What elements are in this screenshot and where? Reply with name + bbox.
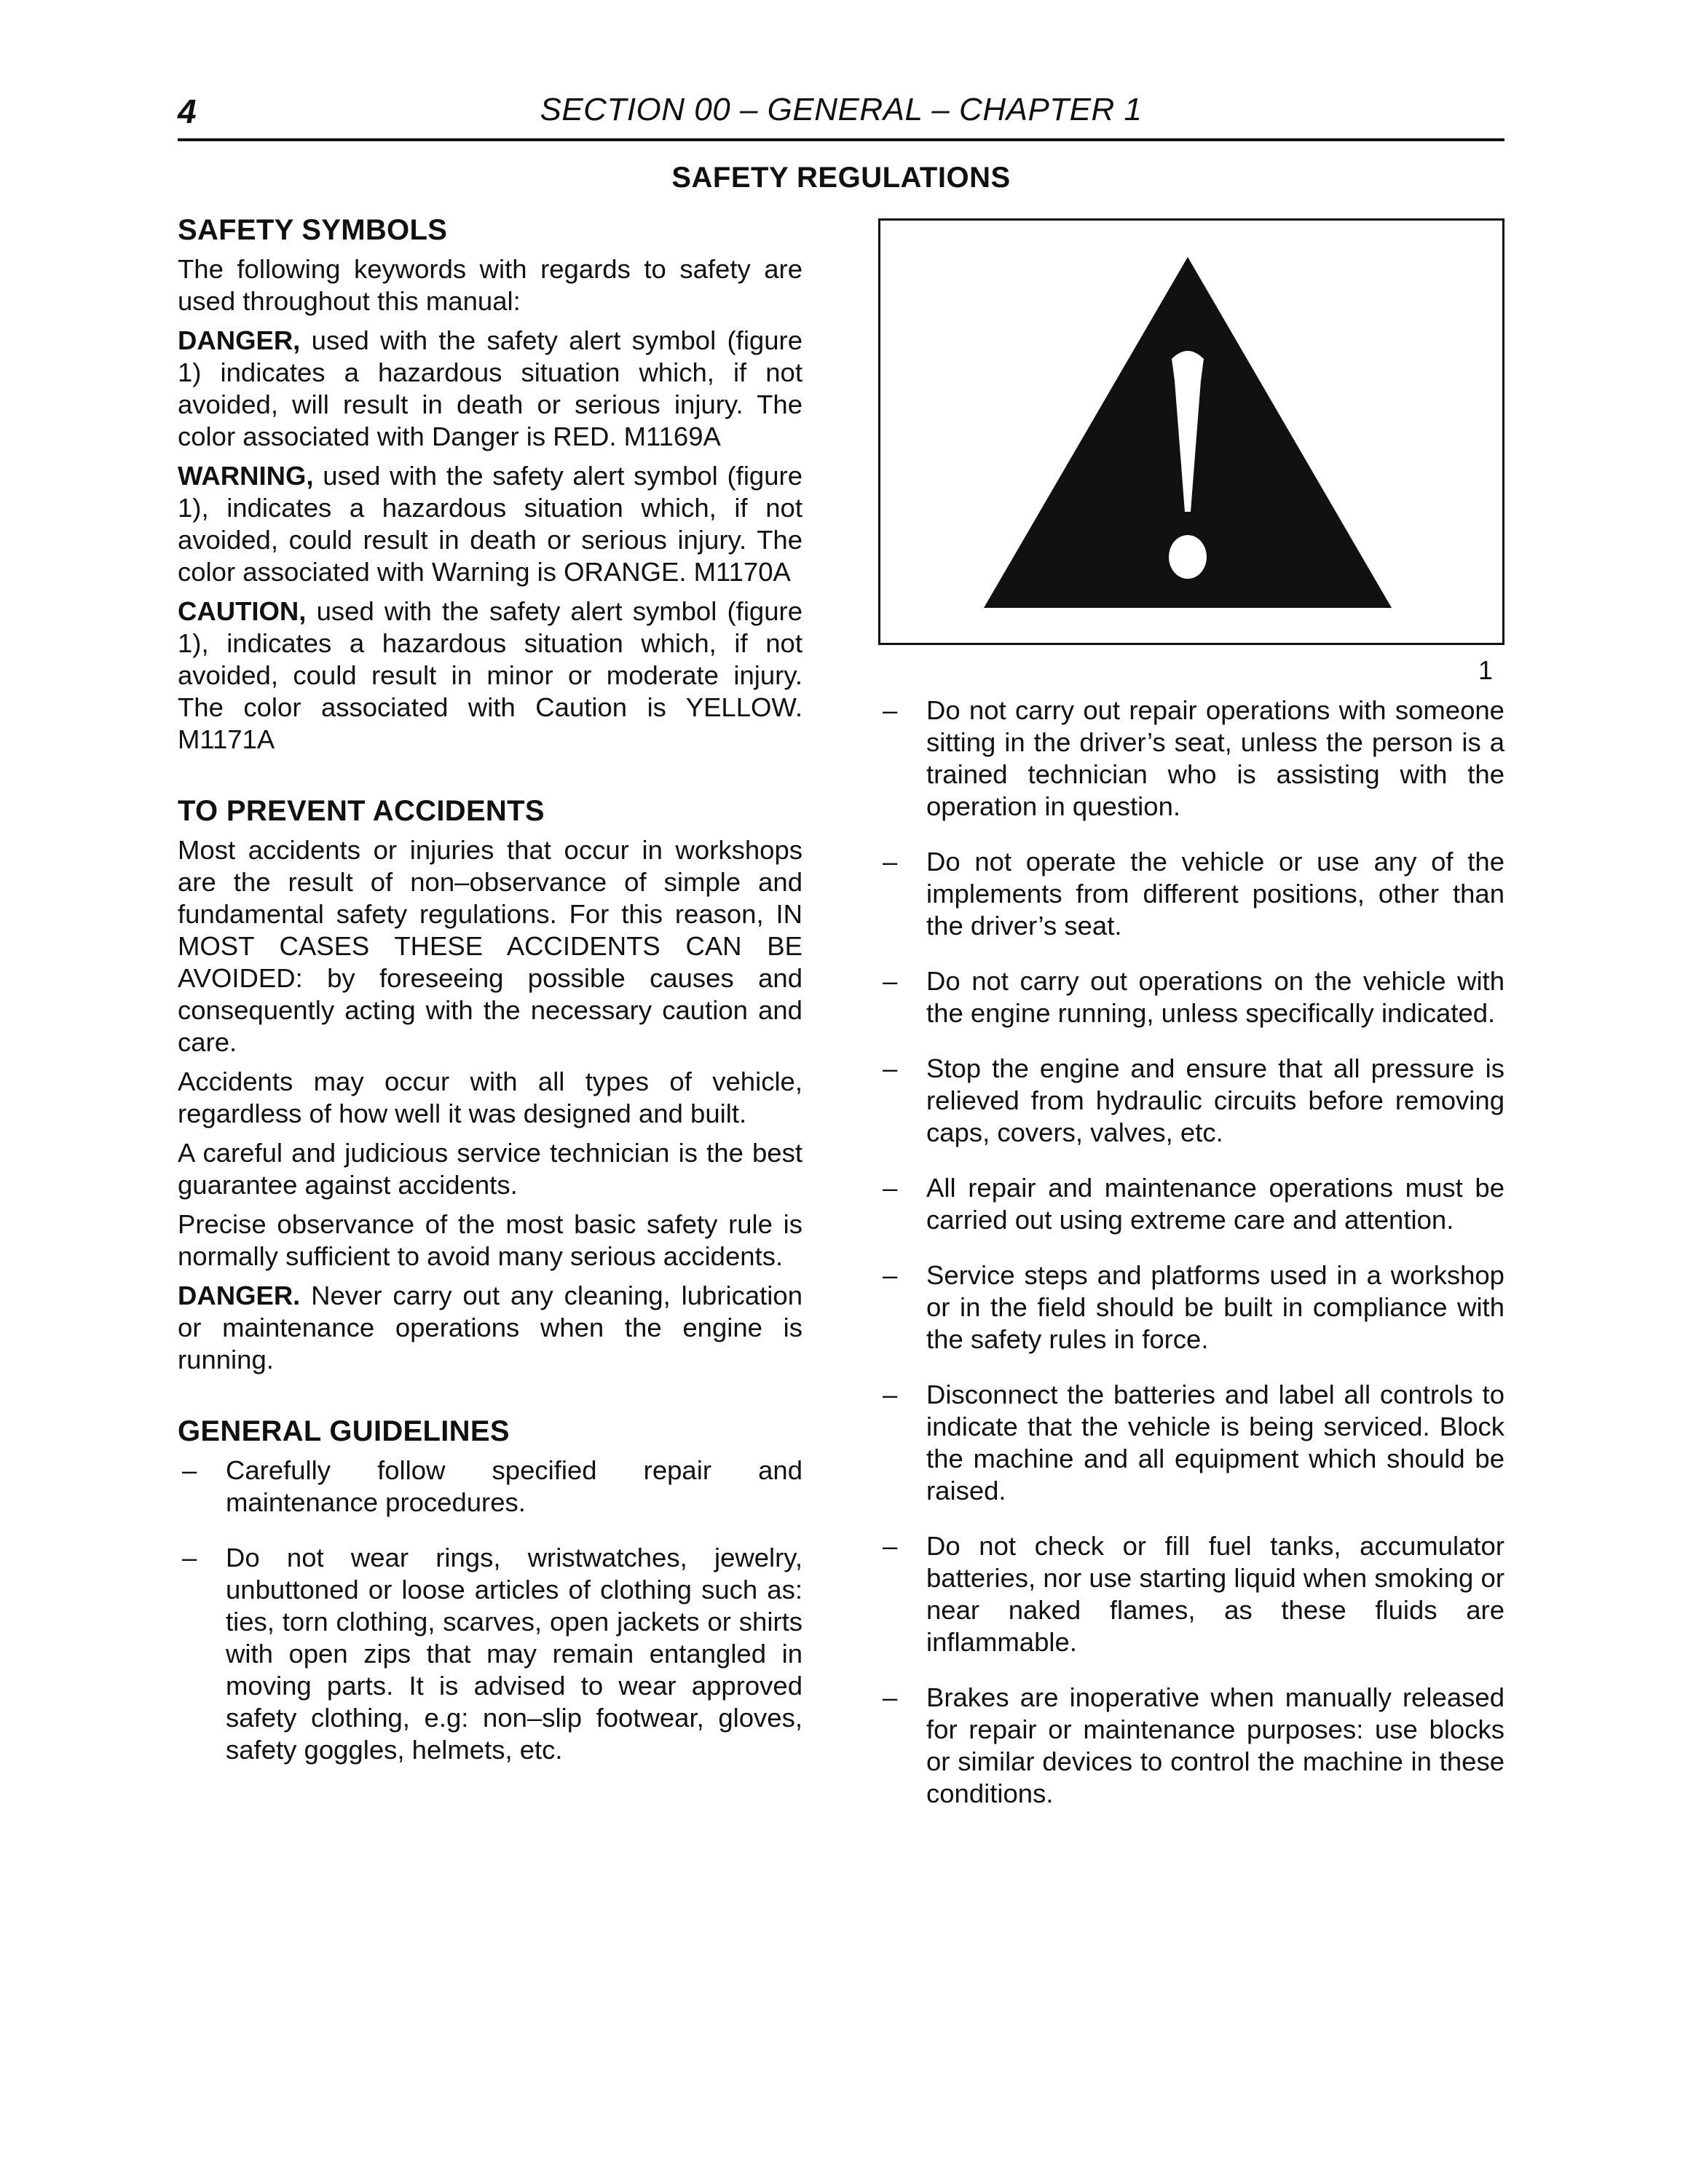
danger-text: Never carry out any cleaning, lubrication or maintenance operations when the engine is running. <box>178 1281 802 1374</box>
warning-text: used with the safety alert symbol (figure 1), indicates a hazardous situation which, if not avoided, could result in death or serious injury. The color associated with Warning is ORANGE. M1170A <box>178 461 802 587</box>
list-item: – All repair and maintenance operations must be carried out using extreme care and attention. <box>878 1172 1504 1236</box>
safety-alert-triangle-icon <box>880 221 1502 643</box>
danger-text: used with the safety alert symbol (figure 1) indicates a hazardous situation which, if not avoided, will result in death or serious injury. The color associated with Danger is RED. M1169A <box>178 325 802 451</box>
caution-text: used with the safety alert symbol (figure 1), indicates a hazardous situation which, if not avoided, could result in minor or moderate injury. The color associated with Caution is YELLOW. M1171A <box>178 596 802 754</box>
list-item: – Do not carry out operations on the vehicle with the engine running, unless specifically indicated. <box>878 965 1504 1029</box>
guidelines-list-left <box>178 1455 802 1766</box>
warning-definition <box>178 460 802 588</box>
list-item: – Do not operate the vehicle or use any of the implements from different positions, other than the driver’s seat. <box>878 846 1504 942</box>
prevent-accidents-paragraph: Most accidents or injuries that occur in workshops are the result of non–observance of simple and fundamental safety regulations. For this reason, IN MOST CASES THESE ACCIDENTS CAN BE AVOIDED: by foreseeing possible causes and consequently acting with the necessary caution and care. <box>178 835 802 1057</box>
prevent-accidents-paragraph: A careful and judicious service technician is the best guarantee against accidents. <box>178 1138 802 1200</box>
page-number: 4 <box>178 92 197 130</box>
prevent-accidents-paragraph: Precise observance of the most basic safety rule is normally sufficient to avoid many serious accidents. <box>178 1209 802 1271</box>
prevent-accidents-heading: TO PREVENT ACCIDENTS <box>178 795 545 827</box>
list-item: – Do not wear rings, wristwatches, jewelry, unbuttoned or loose articles of clothing such as: ties, torn clothing, scarves, open jackets or shirts with open zips that may remain entangled in moving parts. It is advised to wear approved safety clothing, e.g: non–slip footwear, gloves, safety goggles, helmets, etc. <box>178 1542 802 1766</box>
danger-keyword: DANGER. <box>178 1281 301 1310</box>
danger-definition <box>178 325 802 453</box>
safety-symbols-heading: SAFETY SYMBOLS <box>178 214 448 246</box>
guidelines-list-right <box>878 695 1504 1810</box>
list-item: – Disconnect the batteries and label all controls to indicate that the vehicle is being serviced. Block the machine and all equipment which should be raised. <box>878 1379 1504 1507</box>
right-column <box>878 695 1504 1833</box>
caution-definition <box>178 596 802 756</box>
figure-number: 1 <box>1478 655 1494 685</box>
general-guidelines-heading: GENERAL GUIDELINES <box>178 1415 510 1447</box>
section-title: SAFETY REGULATIONS <box>671 162 1011 194</box>
list-item: – Do not check or fill fuel tanks, accumulator batteries, nor use starting liquid when smoking or near naked flames, as these fluids are inflammable. <box>878 1530 1504 1658</box>
list-item: – Stop the engine and ensure that all pressure is relieved from hydraulic circuits before removing caps, covers, valves, etc. <box>878 1053 1504 1149</box>
list-item: – Service steps and platforms used in a workshop or in the field should be built in compliance with the safety rules in force. <box>878 1259 1504 1356</box>
safety-symbols-intro: The following keywords with regards to safety are used throughout this manual: <box>178 254 802 316</box>
prevent-accidents-paragraph: Accidents may occur with all types of vehicle, regardless of how well it was designed and built. <box>178 1067 802 1128</box>
danger-keyword: DANGER, <box>178 325 301 355</box>
figure-1 <box>878 218 1504 645</box>
list-item: – Do not carry out repair operations with someone sitting in the driver’s seat, unless the person is a trained technician who is assisting with the operation in question. <box>878 695 1504 823</box>
list-item: – Carefully follow specified repair and maintenance procedures. <box>178 1455 802 1519</box>
list-item: – Brakes are inoperative when manually released for repair or maintenance purposes: use blocks or similar devices to control the machine in these conditions. <box>878 1682 1504 1810</box>
page-header <box>178 92 1504 141</box>
warning-keyword: WARNING, <box>178 461 314 491</box>
caution-keyword: CAUTION, <box>178 596 307 626</box>
prevent-accidents-danger <box>178 1280 802 1376</box>
left-column <box>178 211 802 1789</box>
running-head: SECTION 00 – GENERAL – CHAPTER 1 <box>540 92 1143 127</box>
